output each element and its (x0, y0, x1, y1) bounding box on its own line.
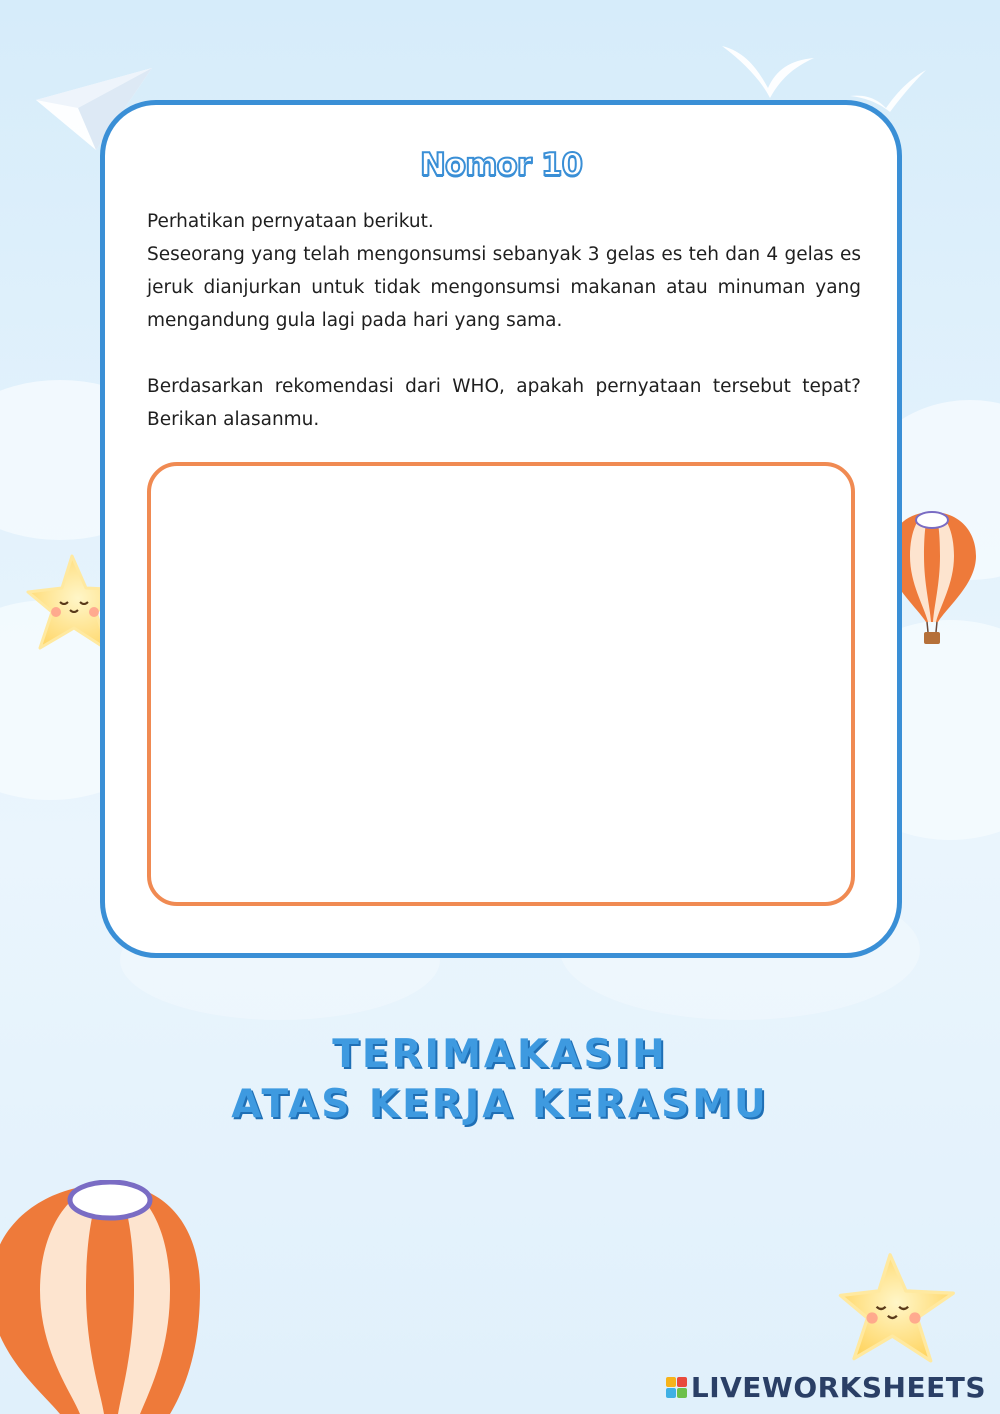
question-prompt: Berdasarkan rekomendasi dari WHO, apakah pernyataan tersebut tepat? Berikan alasanmu. (147, 376, 861, 430)
logo-mark-icon (666, 1377, 687, 1398)
logo-text: LIVEWORKSHEETS (690, 1371, 986, 1404)
thanks-line-2: ATAS KERJA KERASMU (231, 1082, 769, 1127)
question-text (147, 205, 861, 436)
liveworksheets-logo (666, 1371, 986, 1404)
thanks-line-1: TERIMAKASIH (332, 1032, 668, 1077)
question-statement: Seseorang yang telah mengonsumsi sebanyak 3 gelas es teh dan 4 gelas es jeruk dianjurkan untuk tidak mengonsumsi makanan atau minuman yang mengandung gula lagi pada hari yang sama. (147, 244, 861, 331)
answer-input[interactable] (147, 462, 855, 906)
star-face-icon (836, 1250, 960, 1368)
thanks-message (0, 1030, 1000, 1130)
question-card (100, 100, 902, 958)
seagull-icon (718, 40, 818, 104)
question-title: Nomor 10 (419, 147, 583, 183)
hot-air-balloon-icon (0, 1180, 200, 1414)
question-intro: Perhatikan pernyataan berikut. (147, 211, 434, 232)
